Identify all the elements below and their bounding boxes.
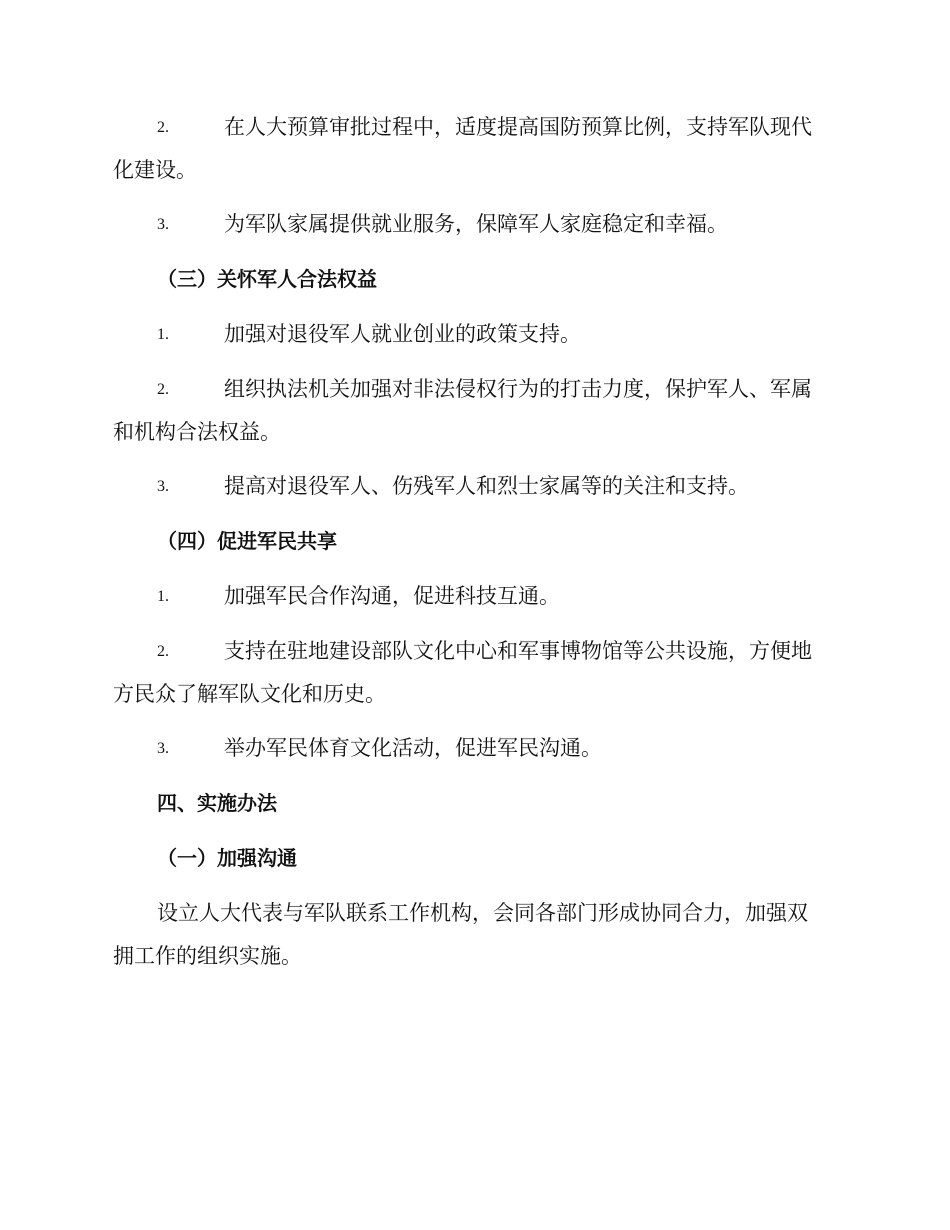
list-number: 2. xyxy=(157,643,169,660)
list-item-text: 支持在驻地建设部队文化中心和军事博物馆等公共设施，方便地 xyxy=(224,639,812,663)
list-number: 3. xyxy=(157,478,169,495)
paragraph-text-continuation: 拥工作的组织实施。 xyxy=(113,944,302,968)
list-number: 2. xyxy=(157,381,169,398)
list-item-text-continuation: 化建设。 xyxy=(113,158,197,182)
list-item-text: 组织执法机关加强对非法侵权行为的打击力度，保护军人、军属 xyxy=(224,377,812,401)
list-item-text: 为军队家属提供就业服务，保障军人家庭稳定和幸福。 xyxy=(224,212,728,236)
list-number: 3. xyxy=(157,216,169,233)
paragraph-text: 设立人大代表与军队联系工作机构，会同各部门形成协同合力，加强双 xyxy=(157,901,808,925)
list-number: 3. xyxy=(157,740,169,757)
list-item-text: 加强军民合作沟通，促进科技互通。 xyxy=(224,584,560,608)
list-item-text: 加强对退役军人就业创业的政策支持。 xyxy=(224,322,581,346)
list-item-text: 提高对退役军人、伤残军人和烈士家属等的关注和支持。 xyxy=(224,474,749,498)
chapter-heading: 四、实施办法 xyxy=(157,791,277,815)
list-number: 2. xyxy=(157,119,169,136)
list-number: 1. xyxy=(157,326,169,343)
list-item-text: 举办军民体育文化活动，促进军民沟通。 xyxy=(224,736,602,760)
list-item-text-continuation: 和机构合法权益。 xyxy=(113,420,281,444)
list-number: 1. xyxy=(157,588,169,605)
section-heading: （一）加强沟通 xyxy=(157,846,297,870)
list-item-text: 在人大预算审批过程中，适度提高国防预算比例，支持军队现代 xyxy=(224,115,812,139)
list-item-text-continuation: 方民众了解军队文化和历史。 xyxy=(113,682,386,706)
section-heading: （三）关怀军人合法权益 xyxy=(157,267,377,291)
section-heading: （四）促进军民共享 xyxy=(157,529,337,553)
